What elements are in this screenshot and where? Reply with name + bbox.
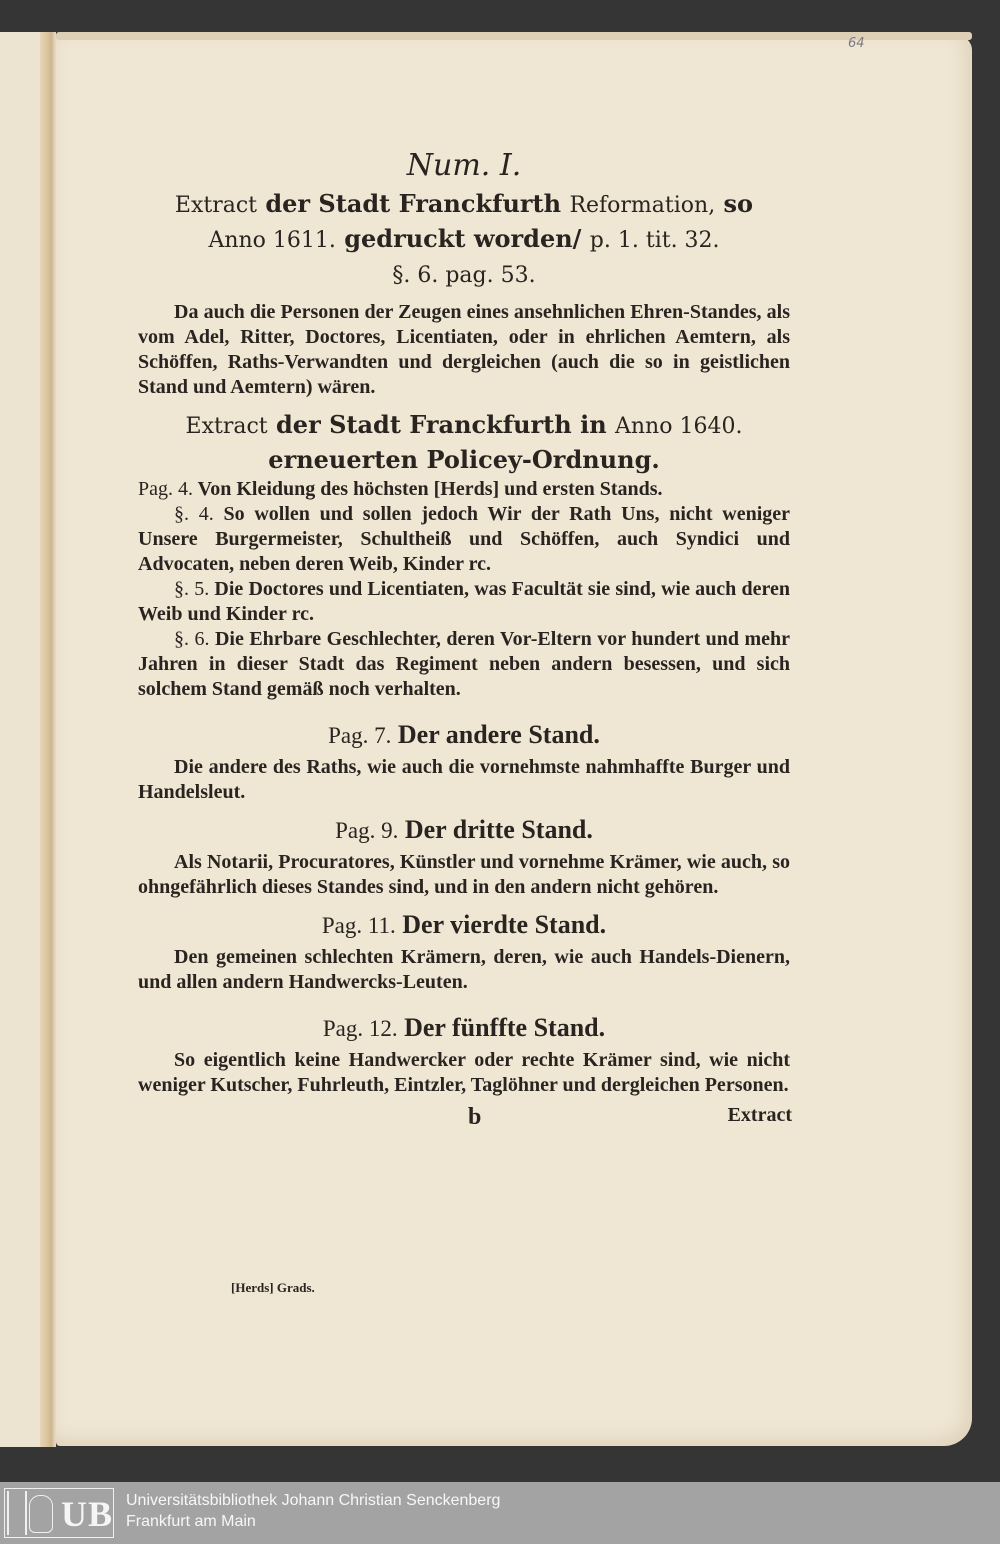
section-4-ref: §. 4. [174, 503, 214, 525]
stand-3-heading [138, 811, 790, 850]
stand-4-text: Den gemeinen schlechten Krämern, deren, wie auch Handels-Dienern, und allen andern Handwercks-Leuten. [138, 946, 790, 993]
library-location: Frankfurt am Main [126, 1513, 256, 1530]
stand-2-heading [138, 716, 790, 755]
extract1-l1-roman2: Reformation, [569, 193, 716, 218]
stand-2-title: Der andere Stand. [397, 720, 600, 749]
extract1-section-ref [138, 257, 790, 292]
extract1-title [138, 187, 790, 222]
section-5-text: Die Doctores und Licentiaten, was Facultät sie sind, wie auch deren Weib und Kinder rc. [138, 578, 791, 625]
extract2-l1-roman2: Anno 1640. [615, 414, 743, 439]
extract1-l1-fraktur: der Stadt Franckfurth [265, 189, 562, 218]
pag4-line [138, 476, 790, 502]
stand-4-title: Der vierdte Stand. [402, 910, 607, 939]
folio-number: 64 [848, 36, 865, 51]
section-6-text: Die Ehrbare Geschlechter, deren Vor-Eltern vor hundert und mehr Jahren in dieser Stadt das Regiment neben andern besessen, und sich solchem Stand gemäß noch verhalten. [138, 628, 791, 700]
stand-3-title: Der dritte Stand. [404, 815, 593, 844]
pag4-title: Von Kleidung des höchsten [Herds] und ersten Stands. [197, 478, 663, 500]
pillars-icon [7, 1491, 27, 1535]
book-gutter [40, 32, 56, 1447]
ub-logo [4, 1488, 114, 1538]
extract1-l2-fraktur: gedruckt worden/ [344, 224, 582, 253]
extract2-title [138, 408, 790, 443]
stand-5-title: Der fünffte Stand. [404, 1013, 606, 1042]
extract2-l1-roman: Extract [185, 414, 268, 439]
banner-text [126, 1490, 500, 1532]
section-4 [138, 502, 790, 577]
stand-2-text: Die andere des Raths, wie auch die vornehmste nahmhaffte Burger und Handelsleut. [138, 756, 790, 803]
extract1-l3: §. 6. pag. 53. [392, 263, 536, 288]
section-6 [138, 627, 790, 702]
stand-3-text: Als Notarii, Procuratores, Künstler und vornehme Krämer, wie auch, so ohngefährlich dieses Standes sind, und in den andern nicht gehören. [138, 851, 790, 898]
ub-logo-text: UB [61, 1494, 114, 1534]
extract1-l1-fraktur2: so [723, 189, 754, 218]
library-banner [0, 1482, 1000, 1544]
pag4-ref: Pag. 4. [138, 478, 193, 500]
document-number: Num. I. [406, 148, 522, 183]
catchword: Extract [727, 1104, 792, 1126]
extract1-l1-roman: Extract [174, 193, 258, 218]
extract2-l1-fraktur: der Stadt Franckfurth in [276, 410, 607, 439]
stand-4-ref: Pag. 11. [321, 913, 396, 938]
stand-4-heading [138, 906, 790, 945]
section-5-ref: §. 5. [174, 578, 210, 600]
library-name: Universitätsbibliothek Johann Christian Senckenberg [126, 1492, 501, 1509]
stand-5-text: So eigentlich keine Handwercker oder rechte Krämer sind, wie nicht weniger Kutscher, Fuhrleuth, Eintzler, Taglöhner und dergleichen Personen. [138, 1049, 790, 1096]
extract1-subtitle [138, 222, 790, 257]
page-top-edge [56, 32, 972, 40]
stand-5-ref: Pag. 12. [322, 1016, 398, 1041]
page-footer-row [138, 1104, 790, 1138]
stand-3-ref: Pag. 9. [335, 818, 399, 843]
signature-mark: b [468, 1104, 482, 1130]
extract1-l2-roman2: p. 1. tit. 32. [589, 228, 720, 253]
extract1-l2-roman: Anno 1611. [208, 228, 336, 253]
page-content [138, 148, 790, 1138]
section-6-ref: §. 6. [174, 628, 210, 650]
footnote: [Herds] Grads. [231, 1280, 315, 1295]
section-4-text: So wollen und sollen jedoch Wir der Rath Uns, nicht weniger Unsere Burgermeister, Schultheiß und Schöffen, auch Syndici und Advocaten, neben deren Weib, Kinder rc. [138, 503, 791, 575]
stand-2-ref: Pag. 7. [328, 723, 392, 748]
portrait-icon [29, 1495, 53, 1533]
section-5 [138, 577, 790, 627]
paragraph-witnesses: Da auch die Personen der Zeugen eines ansehnlichen Ehren-Standes, als vom Adel, Ritter, Doctores, Licentiaten, oder in ehrlichen Aemtern, als Schöffen, Raths-Verwandten und dergleichen (auch die so in geistlichen Stand und Aemtern) wären. [138, 301, 790, 398]
extract2-subtitle: erneuerten Policey-Ordnung. [268, 445, 660, 474]
stand-5-heading [138, 1009, 790, 1048]
